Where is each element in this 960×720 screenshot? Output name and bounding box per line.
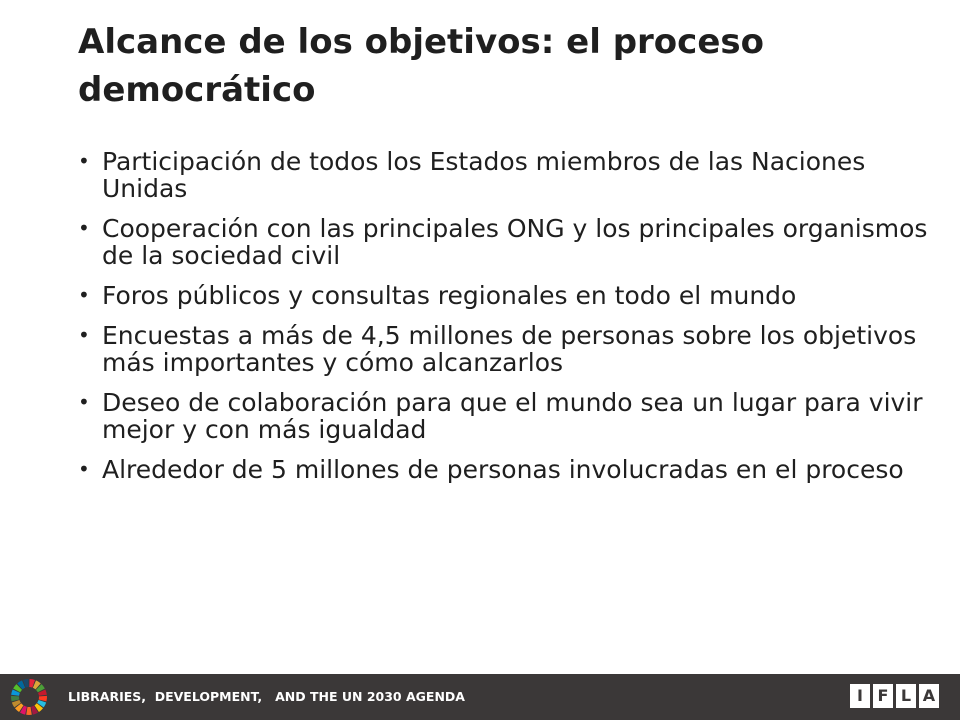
ifla-logo-letter: I <box>850 684 870 708</box>
slide-title: Alcance de los objetivos: el proceso democrático <box>78 22 764 110</box>
bullet-dot-icon: • <box>78 216 90 240</box>
ifla-logo-letter: F <box>873 684 893 708</box>
bullet-text: Encuestas a más de 4,5 millones de personas sobre los objetivos más importantes y cómo alcanzarlos <box>102 321 917 377</box>
bullet-text: Foros públicos y consultas regionales en todo el mundo <box>102 281 797 310</box>
bullet-dot-icon: • <box>78 323 90 347</box>
bullet-item <box>78 148 928 202</box>
sdg-wheel-icon <box>10 678 48 716</box>
bullet-dot-icon: • <box>78 390 90 414</box>
bullet-dot-icon: • <box>78 283 90 307</box>
bullet-list <box>78 148 928 496</box>
footer-bar <box>0 674 960 720</box>
footer-text: LIBRARIES, DEVELOPMENT, AND THE UN 2030 AGENDA <box>68 689 465 704</box>
bullet-text: Cooperación con las principales ONG y los principales organismos de la sociedad civil <box>102 214 928 270</box>
sdg-wheel-segment <box>26 707 32 715</box>
bullet-item <box>78 389 928 443</box>
ifla-logo <box>850 684 939 708</box>
bullet-text: Participación de todos los Estados miembros de las Naciones Unidas <box>102 147 866 203</box>
bullet-text: Deseo de colaboración para que el mundo sea un lugar para vivir mejor y con más igualdad <box>102 388 923 444</box>
bullet-item <box>78 215 928 269</box>
ifla-logo-letter: L <box>896 684 916 708</box>
bullet-text: Alrededor de 5 millones de personas involucradas en el proceso <box>102 455 904 484</box>
bullet-item <box>78 282 928 309</box>
bullet-dot-icon: • <box>78 149 90 173</box>
ifla-logo-letter: A <box>919 684 939 708</box>
bullet-item <box>78 456 928 483</box>
bullet-item <box>78 322 928 376</box>
bullet-dot-icon: • <box>78 457 90 481</box>
